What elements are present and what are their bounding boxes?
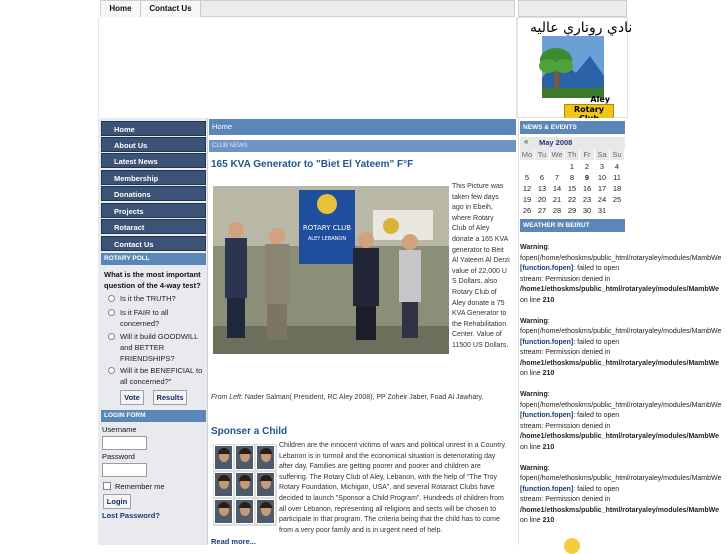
article-line: Children are the innocent victims of wars and political unrest in a Country. <box>279 442 507 449</box>
login-button[interactable]: Login <box>103 494 131 509</box>
remember-me-checkbox[interactable] <box>103 482 111 490</box>
group-photo-graphic <box>213 186 449 354</box>
logo-aley: Aley <box>590 95 610 104</box>
calendar-day-header: Mo <box>521 150 533 159</box>
top-right-bar <box>518 0 627 17</box>
radio-button[interactable] <box>108 309 115 316</box>
calendar-day-header: Sa <box>595 149 609 160</box>
logo-arabic-text: نادي روتاري عاليه <box>530 20 633 36</box>
results-button[interactable]: Results <box>153 390 187 405</box>
calendar-day[interactable]: 5 <box>524 173 530 182</box>
poll-question: What is the most important question of the 4-way test? <box>104 270 201 290</box>
section-title: CLUB NEWS <box>209 140 516 152</box>
banner-aley-lebanon: ALEY LEBANON <box>307 236 347 242</box>
calendar-day[interactable]: 21 <box>552 195 562 204</box>
calendar-day[interactable]: 17 <box>597 184 607 193</box>
poll-option[interactable] <box>108 365 204 387</box>
warning-line: : failed to open <box>573 485 620 493</box>
warning-line: : failed to open <box>573 338 620 346</box>
article-line: suffering. The Rotary Club of Aley, Lebanon, with the help of "The Troy <box>279 473 498 481</box>
poll-option[interactable] <box>108 331 204 364</box>
photo-caption <box>211 394 483 401</box>
poll-option-label: Is it the TRUTH? <box>120 294 176 303</box>
warning-message: Warning: fopen(/home/ethoskms/public_html/rotaryaley/modules/MambWe [function.fopen]: failed to open stream: Permission denied in /home1/ethoskms/public_html/rotaryaley/modules/MambWe on line 210 <box>520 464 722 525</box>
login-heading: LOGIN FORM <box>101 410 206 422</box>
poll-option-label: Is it FAIR to all concerned? <box>120 308 169 328</box>
warning-line: fopen(/home/ethoskms/public_html/rotaryaley/modules/MambWe <box>520 475 722 483</box>
calendar-day[interactable]: 16 <box>582 184 592 193</box>
article-line: Aley donate a 75 <box>452 299 505 307</box>
article-line: generator to Beit <box>452 246 504 254</box>
poll-option[interactable] <box>108 307 204 329</box>
top-navigation <box>100 0 515 17</box>
warning-line: stream: Permission denied in <box>520 349 611 357</box>
menu-contact-us[interactable]: Contact Us <box>101 236 206 251</box>
warning-path: /home1/ethoskms/public_html/rotaryaley/modules/MambWe <box>520 433 720 441</box>
warning-path: /home1/ethoskms/public_html/rotaryaley/modules/MambWe <box>520 359 720 367</box>
warning-line-number: 210 <box>542 517 555 525</box>
warning-line: : failed to open <box>573 265 620 273</box>
warning-message: Warning: fopen(/home/ethoskms/public_html/rotaryaley/modules/MambWe [function.fopen]: failed to open stream: Permission denied in /home1/ethoskms/public_html/rotaryaley/modules/MambWe on line 210 <box>520 317 722 378</box>
children-photos <box>213 444 277 526</box>
warning-path: /home1/ethoskms/public_html/rotaryaley/modules/MambWe <box>520 506 720 514</box>
function-link[interactable]: [function.fopen] <box>520 412 574 420</box>
warning-line: stream: Permission denied in <box>520 496 611 504</box>
radio-button[interactable] <box>108 367 115 374</box>
article-line: 11500 US Dollars. <box>452 341 509 349</box>
article-title[interactable]: 165 KVA Generator to "Biet El Yateem" F°F <box>211 159 414 170</box>
warning-online: on line <box>520 296 541 304</box>
article-line: S Dollars, also <box>452 278 498 286</box>
warning-line-number: 210 <box>542 370 555 378</box>
article-line: Rotary Foundation, Michigan, USA", and several Rotaract Clubs have <box>279 484 495 492</box>
calendar-day[interactable]: 11 <box>613 173 621 182</box>
menu-home[interactable]: Home <box>101 121 206 136</box>
calendar-day[interactable]: 13 <box>537 184 547 193</box>
weather-heading: WEATHER IN BEIRUT <box>520 219 625 232</box>
calendar-day[interactable]: 25 <box>612 195 622 204</box>
calendar-day[interactable]: 27 <box>537 206 547 215</box>
function-link[interactable]: [function.fopen] <box>520 338 574 346</box>
warning-line-number: 210 <box>542 443 555 451</box>
article-line: KVA Generator to <box>452 310 507 318</box>
caption-text: : Nader Salman( President, RC Aley 2008), PP Zoheir Jaber, Foad Al Jawhary. <box>240 394 484 401</box>
calendar-day[interactable]: 1 <box>569 162 575 171</box>
article-line: all over Lebanon, representing all religions and sects will be chosen to <box>279 505 497 513</box>
menu-latest-news[interactable]: Latest News <box>101 153 206 168</box>
calendar-day-header: Fr <box>580 149 594 160</box>
calendar-day-header: Su <box>610 149 624 160</box>
read-more-link[interactable]: Read more... <box>211 537 257 546</box>
article-body <box>452 182 516 352</box>
article-title[interactable]: Sponser a Child <box>211 426 288 437</box>
warning-line-number: 210 <box>542 296 555 304</box>
article-line: after day. Families are getting poorer and poorer and children are <box>279 463 481 471</box>
warning-label: Warning <box>520 464 548 472</box>
warning-line: stream: Permission denied in <box>520 275 611 283</box>
warning-label: Warning <box>520 244 548 251</box>
warning-line: fopen(/home/ethoskms/public_html/rotaryaley/modules/MambWe <box>520 254 722 262</box>
calendar-day[interactable]: 29 <box>567 206 577 215</box>
calendar-day[interactable]: 19 <box>522 195 532 204</box>
logo-rotary-club: Rotary <box>564 104 614 124</box>
calendar-day[interactable]: 15 <box>567 184 577 193</box>
calendar-day-header: We <box>551 150 563 159</box>
article-line: where Rotary <box>452 214 494 222</box>
caption-prefix: From Left <box>211 394 241 401</box>
warning-online: on line <box>520 370 541 378</box>
password-input[interactable] <box>102 463 147 477</box>
warning-online: on line <box>520 443 541 451</box>
warning-message: Warning: fopen(/home/ethoskms/public_html/rotaryaley/modules/MambWe [function.fopen]: failed to open stream: Permission denied in /home1/ethoskms/public_html/rotaryaley/modules/MambWe on line 210 <box>520 244 722 304</box>
article-line: Rotary Club of <box>452 288 497 296</box>
calendar-day[interactable]: 23 <box>582 195 592 204</box>
calendar-day[interactable]: 2 <box>584 162 590 171</box>
radio-button[interactable] <box>108 333 115 340</box>
article-line: donate a 165 KVA <box>452 235 509 243</box>
calendar-day[interactable]: 14 <box>552 184 562 193</box>
calendar-day[interactable]: 7 <box>554 173 560 182</box>
username-input[interactable] <box>102 436 147 450</box>
menu-rotaract[interactable]: Rotaract <box>101 219 206 234</box>
calendar-day[interactable]: 8 <box>569 173 575 182</box>
calendar-day[interactable]: 30 <box>582 206 592 215</box>
function-link[interactable]: [function.fopen] <box>520 485 574 493</box>
warning-path: /home1/ethoskms/public_html/rotaryaley/modules/MambWe <box>520 286 720 294</box>
warning-message: Warning: fopen(/home/ethoskms/public_html/rotaryaley/modules/MambWe [function.fopen]: failed to open stream: Permission denied in /home1/ethoskms/public_html/rotaryaley/modules/MambWe on line 210 <box>520 391 722 451</box>
menu-about-us[interactable]: About Us <box>101 137 206 152</box>
banner-rotary-club: ROTARY CLUB <box>302 224 352 232</box>
calendar-month: May 2008 <box>539 138 573 147</box>
poll-heading: ROTARY POLL <box>101 253 206 265</box>
warning-line: : failed to open <box>573 412 620 420</box>
article-line: from a very poor family and is in urgent need of help. <box>279 526 443 534</box>
calendar-day[interactable]: 24 <box>597 195 607 204</box>
events-heading: NEWS & EVENTS <box>520 121 625 134</box>
calendar-day[interactable]: 3 <box>599 162 605 171</box>
article-line: Al Yateem Al Derzi <box>452 257 510 265</box>
warning-line: fopen(/home/ethoskms/public_html/rotaryaley/modules/MambWe <box>520 328 722 336</box>
calendar-day[interactable]: 20 <box>537 195 547 204</box>
calendar-day[interactable]: 31 <box>597 206 607 215</box>
calendar-day[interactable]: 10 <box>597 173 607 182</box>
article-line: decided to launch "Sponsor a Child Program". Hundreds of children from <box>279 494 504 502</box>
menu-donations[interactable]: Donations <box>101 186 206 201</box>
calendar-day[interactable]: 4 <box>614 162 620 171</box>
article-line: This Picture was <box>452 183 504 190</box>
calendar-day[interactable]: 28 <box>552 206 562 215</box>
calendar-day[interactable]: 12 <box>522 184 532 193</box>
topnav-home[interactable]: Home <box>101 1 141 17</box>
article-line: Center. Value of <box>452 331 502 339</box>
menu-membership[interactable]: Membership <box>101 170 206 185</box>
calendar-day-header: Tu <box>535 149 549 160</box>
radio-button[interactable] <box>108 295 115 302</box>
calendar-day[interactable]: 18 <box>612 184 622 193</box>
article-line: Club of Aley <box>452 225 490 233</box>
password-label: Password <box>102 452 135 461</box>
warning-line: fopen(/home/ethoskms/public_html/rotaryaley/modules/MambWe <box>520 401 722 409</box>
menu-projects[interactable]: Projects <box>101 203 206 218</box>
poll-option[interactable] <box>108 293 204 304</box>
sun-icon <box>561 535 583 545</box>
calendar-day[interactable]: 9 <box>584 173 590 182</box>
username-label: Username <box>102 425 137 434</box>
calendar-month-bar <box>520 137 625 149</box>
article-body <box>279 441 517 536</box>
header-banner <box>98 17 517 117</box>
poll-option-label: Will it be BENEFICIAL to all concerned?" <box>120 366 203 386</box>
warning-label: Warning <box>520 317 548 325</box>
article-line: value of 22,000 U <box>452 267 507 275</box>
article-line: Lebanon is in turmoil and the economical situation is deteriorating day <box>279 452 496 460</box>
warning-label: Warning <box>520 391 548 398</box>
article-line: ago in Ebeih, <box>452 204 493 212</box>
warning-line: stream: Permission denied in <box>520 422 611 430</box>
topnav-contact-us[interactable]: Contact Us <box>141 1 201 17</box>
warning-online: on line <box>520 517 541 525</box>
poll-option-label: Will it build GOODWILL and BETTER FRIENDSHIPS? <box>120 332 199 363</box>
calendar-day[interactable]: 6 <box>539 173 545 182</box>
generator-photo <box>213 186 449 354</box>
article-line: taken few days <box>452 193 499 201</box>
calendar-day[interactable]: 22 <box>567 195 577 204</box>
breadcrumb[interactable]: Home <box>209 119 516 135</box>
calendar-prev-icon[interactable]: « <box>524 137 529 146</box>
lost-password-link[interactable]: Lost Password? <box>102 511 160 520</box>
calendar-day-header: Th <box>565 149 579 160</box>
remember-me-label: Remember me <box>115 482 165 491</box>
article-line: participate in that program. The criteria being that the child has to come <box>279 516 500 524</box>
function-link[interactable]: [function.fopen] <box>520 265 574 273</box>
calendar-day[interactable]: 26 <box>522 206 532 215</box>
article-line: the Rehabilitation <box>452 320 507 328</box>
vote-button[interactable]: Vote <box>120 390 144 405</box>
